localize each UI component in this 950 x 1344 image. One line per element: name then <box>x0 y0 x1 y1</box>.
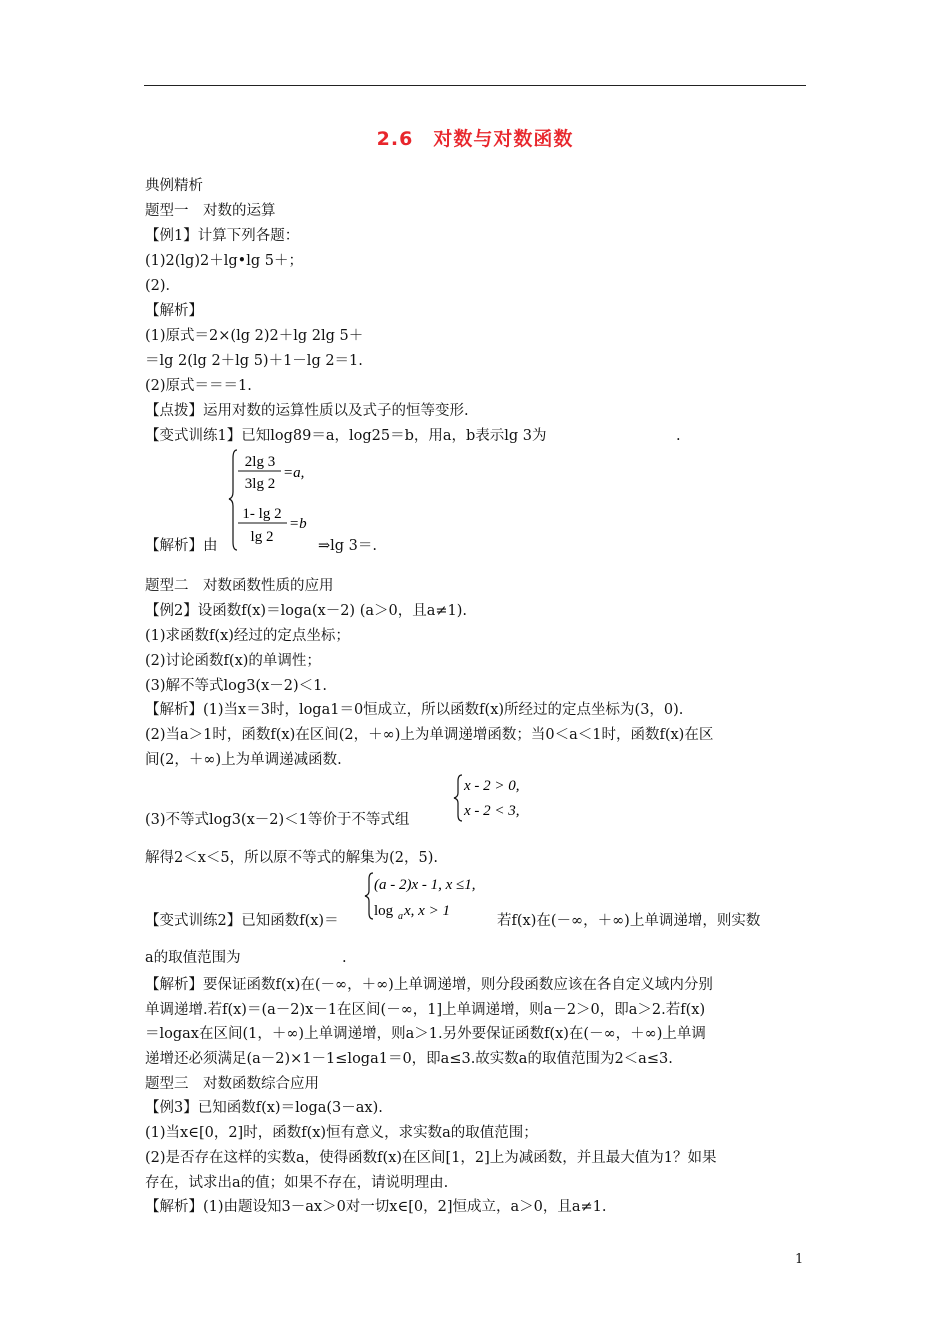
solution-label: 【解析】 <box>145 303 203 319</box>
text-line: a的取值范围为 <box>145 950 241 966</box>
tip-line: 【点拨】运用对数的运算性质以及式子的恒等变形. <box>145 403 469 419</box>
text-line: (3)不等式log3(x－2)＜1等价于不等式组 <box>145 812 410 828</box>
page-title: 2.6 对数与对数函数 <box>376 128 574 150</box>
solution-line: 【解析】要保证函数f(x)在(－∞，＋∞)上单调递增，则分段函数应该在各自定义域内分别 <box>145 977 713 993</box>
text-line: 解得2＜x＜5，所以原不等式的解集为(2，5). <box>145 850 439 866</box>
text-line: ＝logax在区间(1，＋∞)上单调递增，则a＞1.另外要保证函数f(x)在(－∞，＋∞)上单调 <box>145 1026 706 1042</box>
text-line: (2)原式＝＝＝1. <box>145 378 252 394</box>
text-line: 递增还必须满足(a－2)×1－1≤loga1＝0，即a≤3.故实数a的取值范围为2＜a≤3. <box>145 1051 673 1067</box>
formula-system-2 <box>453 772 543 824</box>
text-line: (2)讨论函数f(x)的单调性； <box>145 653 321 669</box>
text-line: ⇒lg 3＝. <box>318 538 378 554</box>
text-line: . <box>342 950 347 966</box>
text-line: (1)2(lg)2＋lg•lg 5＋； <box>145 253 303 269</box>
text-line: 存在，试求出a的值；如果不存在，请说明理由. <box>145 1175 449 1191</box>
example-2: 【例2】设函数f(x)＝loga(x－2) (a＞0，且a≠1). <box>145 603 468 619</box>
fraction-denominator: 3lg 2 <box>244 476 276 492</box>
system-row: x - 2 < 3, <box>464 803 520 819</box>
fraction-numerator: 2lg 3 <box>244 454 276 470</box>
piecewise-log: log <box>374 903 394 919</box>
topic-heading-3: 题型三 对数函数综合应用 <box>145 1076 319 1092</box>
page-number: 1 <box>795 1252 804 1267</box>
text-line: (1)求函数f(x)经过的定点坐标； <box>145 628 350 644</box>
text-line: 单调递增.若f(x)＝(a－2)x－1在区间(－∞，1]上单调递增，则a－2＞0，即a＞2.若f(x) <box>145 1002 706 1018</box>
section-heading: 典例精析 <box>145 178 203 194</box>
text-line: 若f(x)在(－∞，＋∞)上单调递增，则实数 <box>497 913 761 929</box>
topic-heading-2: 题型二 对数函数性质的应用 <box>145 578 334 594</box>
text-line: 间(2，＋∞)上为单调递减函数. <box>145 752 342 768</box>
header-rule <box>144 85 806 86</box>
text-line: (1)当x∈[0，2]时，函数f(x)恒有意义，求实数a的取值范围； <box>145 1125 538 1141</box>
system-row: x - 2 > 0, <box>464 778 520 794</box>
text-line: (2)当a＞1时，函数f(x)在区间(2，＋∞)上为单调递增函数；当0＜a＜1时，函数f(x)在区 <box>145 727 714 743</box>
piecewise-log-base: a <box>398 911 403 922</box>
text-line: . <box>676 428 681 444</box>
solution-line: 【解析】(1)当x＝3时，loga1＝0恒成立，所以函数f(x)所经过的定点坐标为(3，0). <box>145 702 684 718</box>
topic-heading-1: 题型一 对数的运算 <box>145 203 276 219</box>
text-line: (1)原式＝2×(lg 2)2＋lg 2lg 5＋ <box>145 328 364 344</box>
fraction-rhs: =b <box>289 516 307 532</box>
fraction-rhs: =a, <box>283 465 305 481</box>
fraction-numerator: 1- lg 2 <box>242 506 282 522</box>
exercise-2: 【变式训练2】已知函数f(x)＝ <box>145 913 339 929</box>
exercise-1: 【变式训练1】已知log89＝a，log25＝b，用a，b表示lg 3为 <box>145 428 547 444</box>
example-1: 【例1】计算下列各题： <box>145 228 300 244</box>
fraction-denominator: lg 2 <box>250 529 274 545</box>
solution-line: 【解析】(1)由题设知3－ax＞0对一切x∈[0，2]恒成立，a＞0，且a≠1. <box>145 1199 607 1215</box>
text-line: ＝lg 2(lg 2＋lg 5)＋1－lg 2＝1. <box>145 353 363 369</box>
piecewise-row: x, x > 1 <box>404 903 450 919</box>
text-line: (2)是否存在这样的实数a，使得函数f(x)在区间[1，2]上为减函数，并且最大值为1？如果 <box>145 1150 717 1166</box>
solution-line: 【解析】由 <box>145 538 218 554</box>
example-3: 【例3】已知函数f(x)＝loga(3－ax). <box>145 1100 383 1116</box>
formula-piecewise <box>362 870 502 924</box>
formula-system-1 <box>228 446 328 552</box>
text-line: (2)． <box>145 278 181 294</box>
text-line: (3)解不等式log3(x－2)＜1. <box>145 678 327 694</box>
piecewise-row: (a - 2)x - 1, x ≤1, <box>374 877 476 893</box>
